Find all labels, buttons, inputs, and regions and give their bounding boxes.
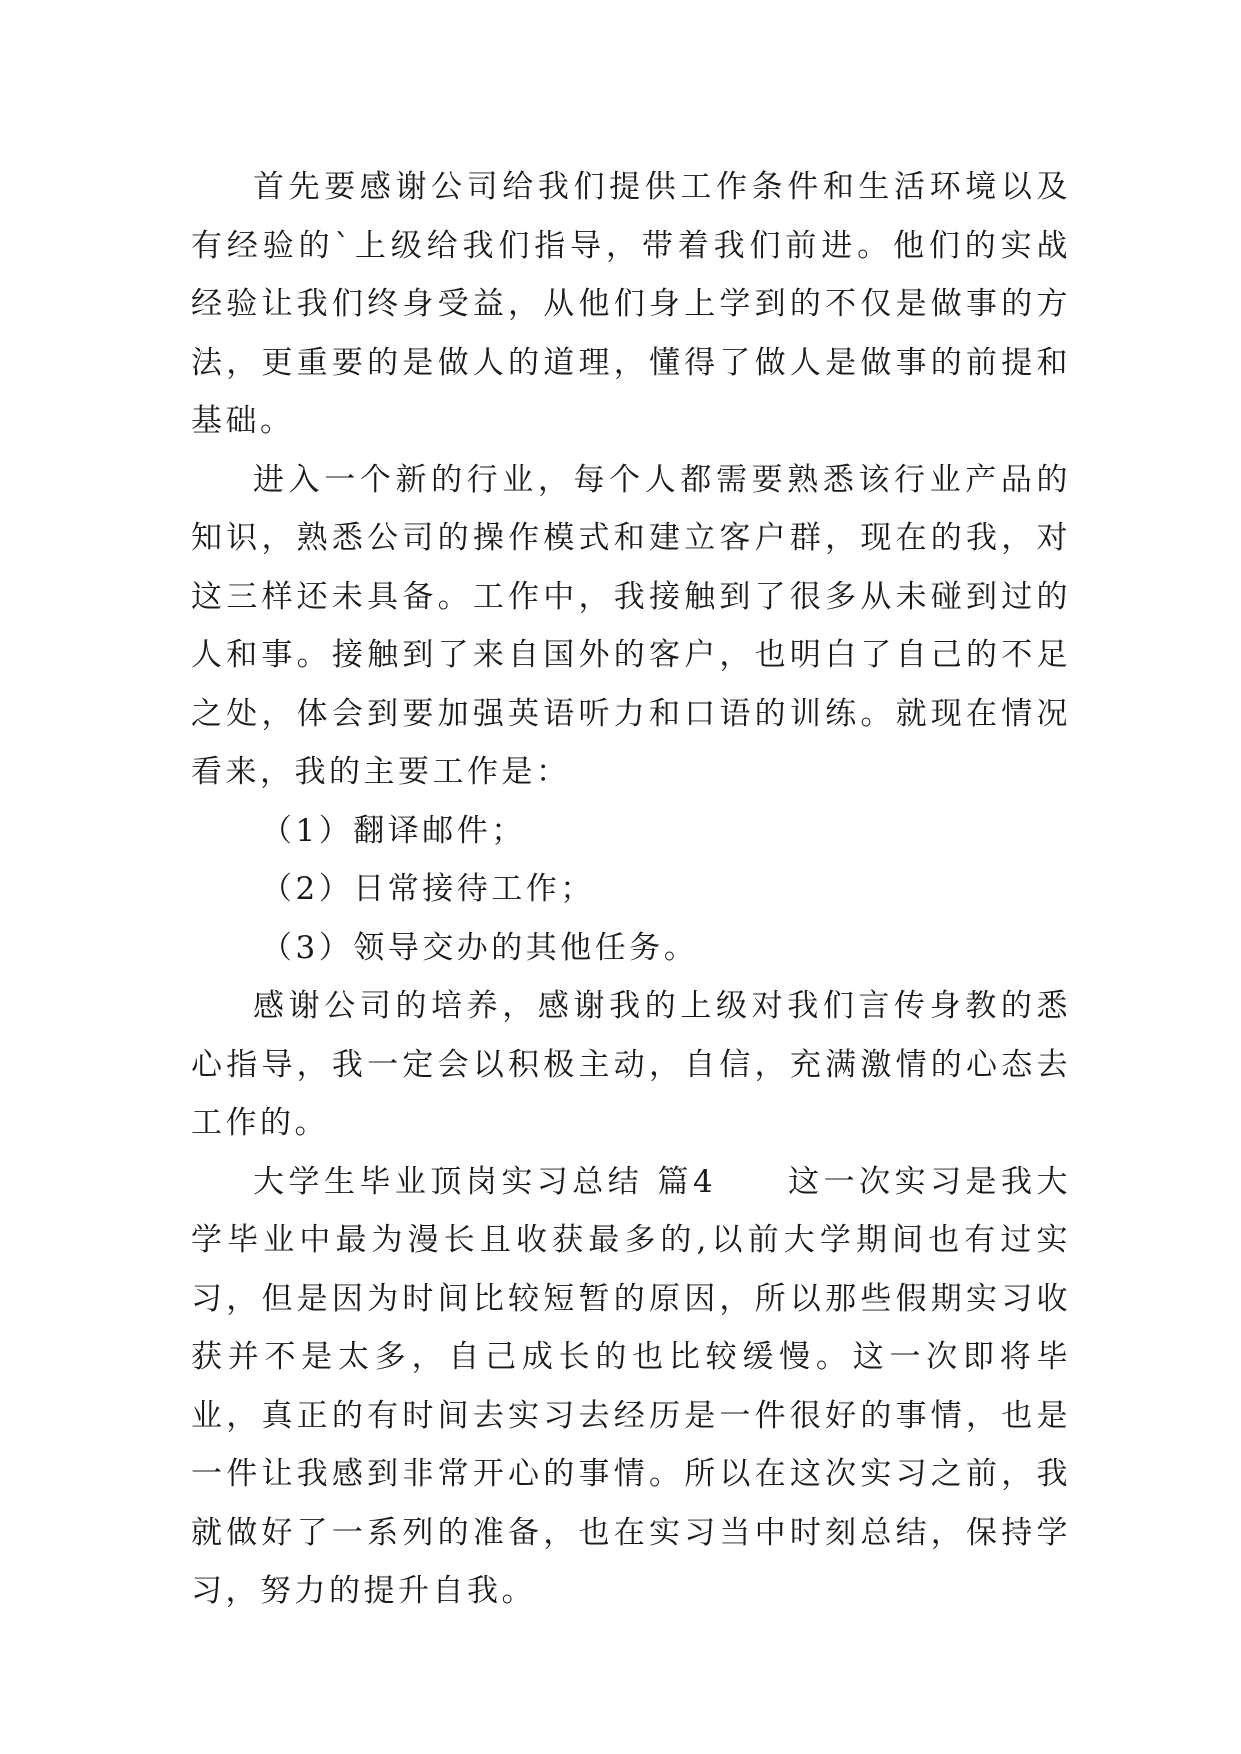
paragraph-closing: 感谢公司的培养，感谢我的上级对我们言传身教的悉心指导，我一定会以积极主动，自信，充满激情的心态去工作的。 xyxy=(191,988,1071,1141)
paragraph-new-industry: 进入一个新的行业，每个人都需要熟悉该行业产品的知识，熟悉公司的操作模式和建立客户群，现在的我，对这三样还未具备。工作中，我接触到了很多从未碰到过的人和事。接触到了来自国外的客户，也明白了自己的不足之处，体会到要加强英语听力和口语的训练。就现在情况看来，我的主要工作是： xyxy=(191,461,1071,790)
document-body xyxy=(191,158,1071,1621)
list-item-reception-work: （2）日常接待工作； xyxy=(261,871,595,907)
paragraph-section-4: 大学生毕业顶岗实习总结 篇4 这一次实习是我大学毕业中最为漫长且收获最多的,以前大学期间也有过实习，但是因为时间比较短暂的原因，所以那些假期实习收获并不是太多，自己成长的也比较缓慢。这一次即将毕业，真正的有时间去实习去经历是一件很好的事情，也是一件让我感到非常开心的事情。所以在这次实习之前，我就做好了一系列的准备，也在实习当中时刻总结，保持学习，努力的提升自我。 xyxy=(191,1163,1071,1609)
list-item-other-tasks: （3）领导交办的其他任务。 xyxy=(261,929,699,966)
list-item-translate-emails: （1）翻译邮件； xyxy=(261,812,526,849)
paragraph-gratitude: 首先要感谢公司给我们提供工作条件和生活环境以及有经验的`上级给我们指导，带着我们前进。他们的实战经验让我们终身受益，从他们身上学到的不仅是做事的方法，更重要的是做人的道理，懂得了做人是做事的前提和基础。 xyxy=(191,169,1071,439)
